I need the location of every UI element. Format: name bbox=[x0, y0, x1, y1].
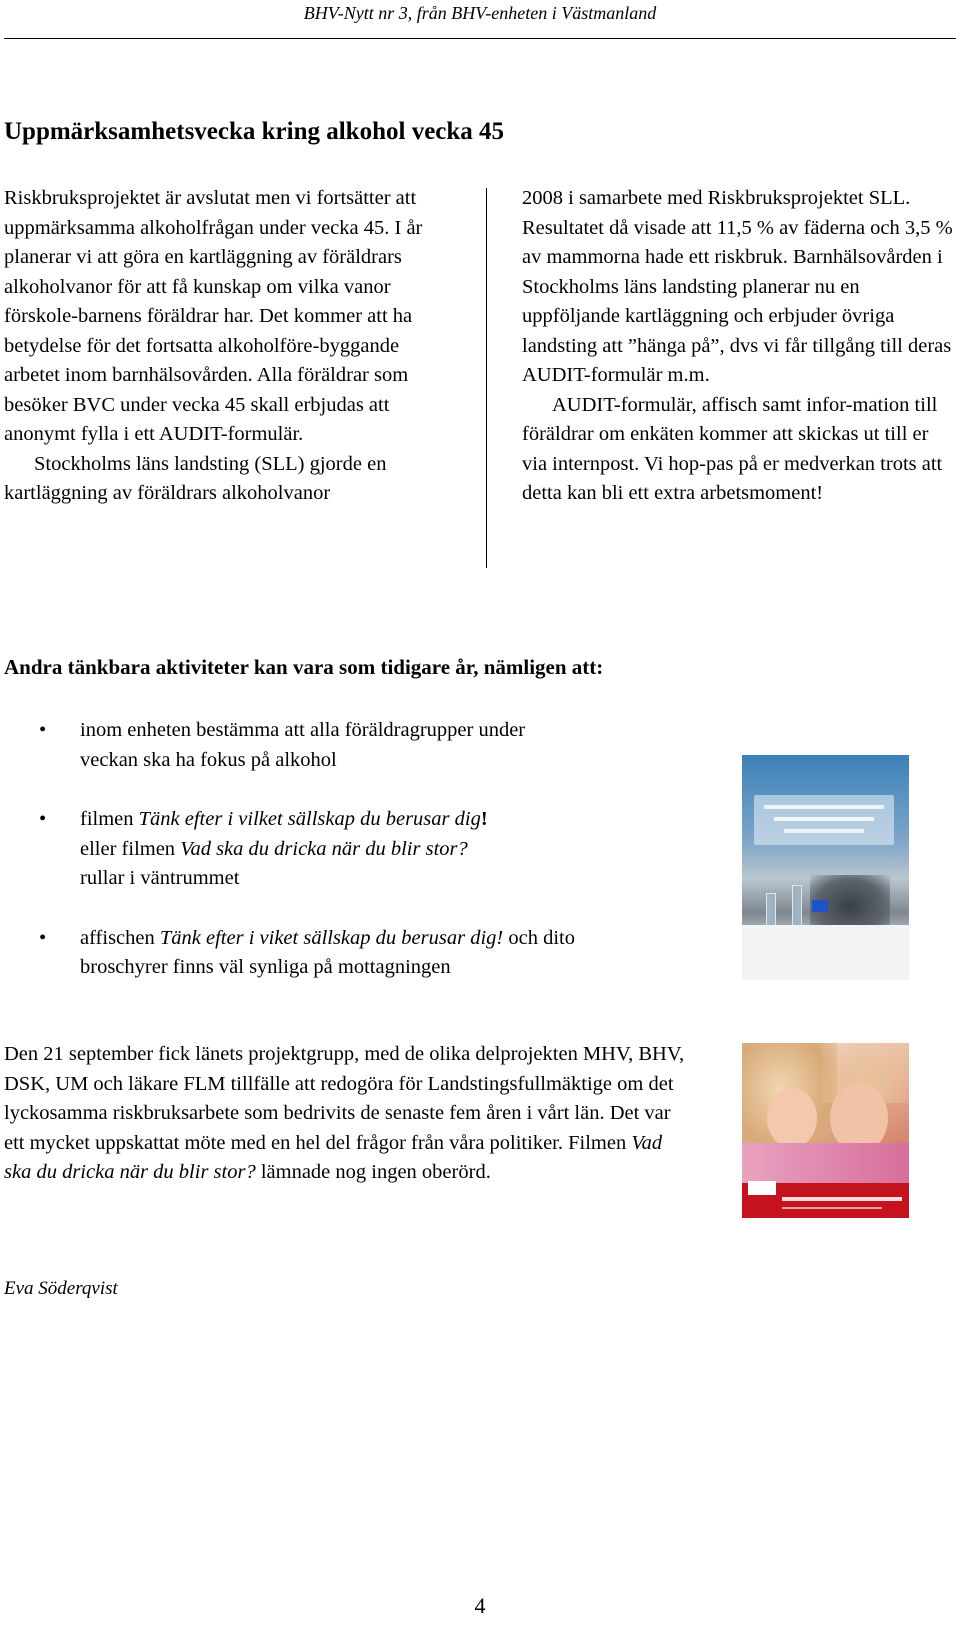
left-paragraph-1: Riskbruksprojektet är avslutat men vi fortsätter att uppmärksamma alkoholfrågan under vecka 45. I år planerar vi att göra en kartläggning av föräldrars alkoholvanor för att få kunskap om vilka vanor förskole-barnens föräldrar har. Det kommer att ha betydelse för det fortsatta alkoholföre-byggande arbetet inom barnhälsovården. Alla föräldrar som besöker BVC under vecka 45 skall erbjudas att anonymt fylla i ett AUDIT-formulär. bbox=[4, 187, 423, 445]
brochure-image bbox=[742, 1043, 909, 1218]
list-item bbox=[0, 924, 650, 983]
activities-list bbox=[0, 716, 720, 983]
closing-text: Den 21 september fick länets projektgrupp, med de olika delprojekten MHV, BHV, DSK, UM och läkare FLM tillfälle att redogöra för Landstingsfullmäktige om det lyckosamma riskbruksarbete som bedrivits de senaste fem åren i vårt län. Det var ett mycket uppskattat möte med en hel del frågor från våra politiker. Filmen bbox=[4, 1043, 685, 1154]
closing-paragraph bbox=[4, 1040, 694, 1188]
glass bbox=[766, 893, 776, 929]
article-right-column bbox=[522, 184, 956, 509]
page-number: 4 bbox=[474, 1593, 486, 1618]
film-title: Vad ska du dricka när du blir stor? bbox=[180, 837, 468, 860]
right-paragraph-1: 2008 i samarbete med Riskbruksprojektet SLL. Resultatet då visade att 11,5 % av fäderna och 3,5 % av mammorna hade ett riskbruk. Barnhälsovården i Stockholms läns landsting planerar nu en uppföljande kartläggning och erbjuder övriga landsting att ”hänga på”, dvs vi får tillgång till deras AUDIT-formulär m.m. bbox=[522, 187, 953, 386]
brochure-clothing bbox=[742, 1143, 909, 1183]
article-title: Uppmärksamhetsvecka kring alkohol vecka 45 bbox=[4, 118, 505, 145]
list-item bbox=[0, 805, 560, 894]
header-rule bbox=[4, 38, 956, 39]
poster-text-line bbox=[784, 829, 864, 833]
poster-table bbox=[742, 925, 909, 980]
brochure-logo bbox=[748, 1181, 776, 1195]
poster-blue-box bbox=[812, 900, 828, 912]
poster-text-line bbox=[774, 817, 874, 821]
list-item bbox=[0, 716, 560, 775]
activity-text: filmen bbox=[80, 808, 139, 830]
poster-text-line bbox=[764, 805, 884, 809]
poster-title: Tänk efter i viket sällskap du berusar dig! bbox=[159, 926, 504, 949]
closing-text: lämnade nog ingen oberörd. bbox=[255, 1161, 491, 1183]
activity-text: rullar i väntrummet bbox=[80, 867, 240, 889]
exclamation: ! bbox=[480, 808, 488, 830]
activities-heading: Andra tänkbara aktiviteter kan vara som tidigare år, nämligen att: bbox=[4, 655, 604, 679]
brochure-text-line bbox=[782, 1197, 902, 1201]
film-title: Tänk efter i vilket sällskap du berusar dig bbox=[138, 808, 481, 830]
author-signature: Eva Söderqvist bbox=[4, 1278, 118, 1299]
poster-image bbox=[742, 755, 909, 980]
brochure-face bbox=[767, 1088, 817, 1148]
glass bbox=[792, 885, 802, 929]
film-title: Vad ska du dricka när du blir stor? bbox=[4, 1131, 663, 1183]
column-divider bbox=[486, 188, 487, 568]
left-paragraph-2: Stockholms läns landsting (SLL) gjorde en kartläggning av föräldrars alkoholvanor bbox=[4, 452, 387, 504]
activity-text: och dito broschyrer finns väl synliga på mottagningen bbox=[80, 926, 575, 978]
activity-text: inom enheten bestämma att alla föräldragrupper under veckan ska ha fokus på alkohol bbox=[80, 719, 526, 771]
activity-text: eller filmen bbox=[80, 837, 181, 860]
running-header: BHV-Nytt nr 3, från BHV-enheten i Västmanland bbox=[303, 3, 657, 23]
activity-text: affischen bbox=[80, 926, 160, 949]
right-paragraph-2: AUDIT-formulär, affisch samt infor-mation till föräldrar om enkäten kommer att skickas ut till er via internpost. Vi hop-pas på er medverkan trots att detta kan bli ett extra arbetsmoment! bbox=[522, 393, 943, 504]
article-left-column bbox=[4, 184, 454, 509]
brochure-text-line bbox=[782, 1207, 882, 1209]
